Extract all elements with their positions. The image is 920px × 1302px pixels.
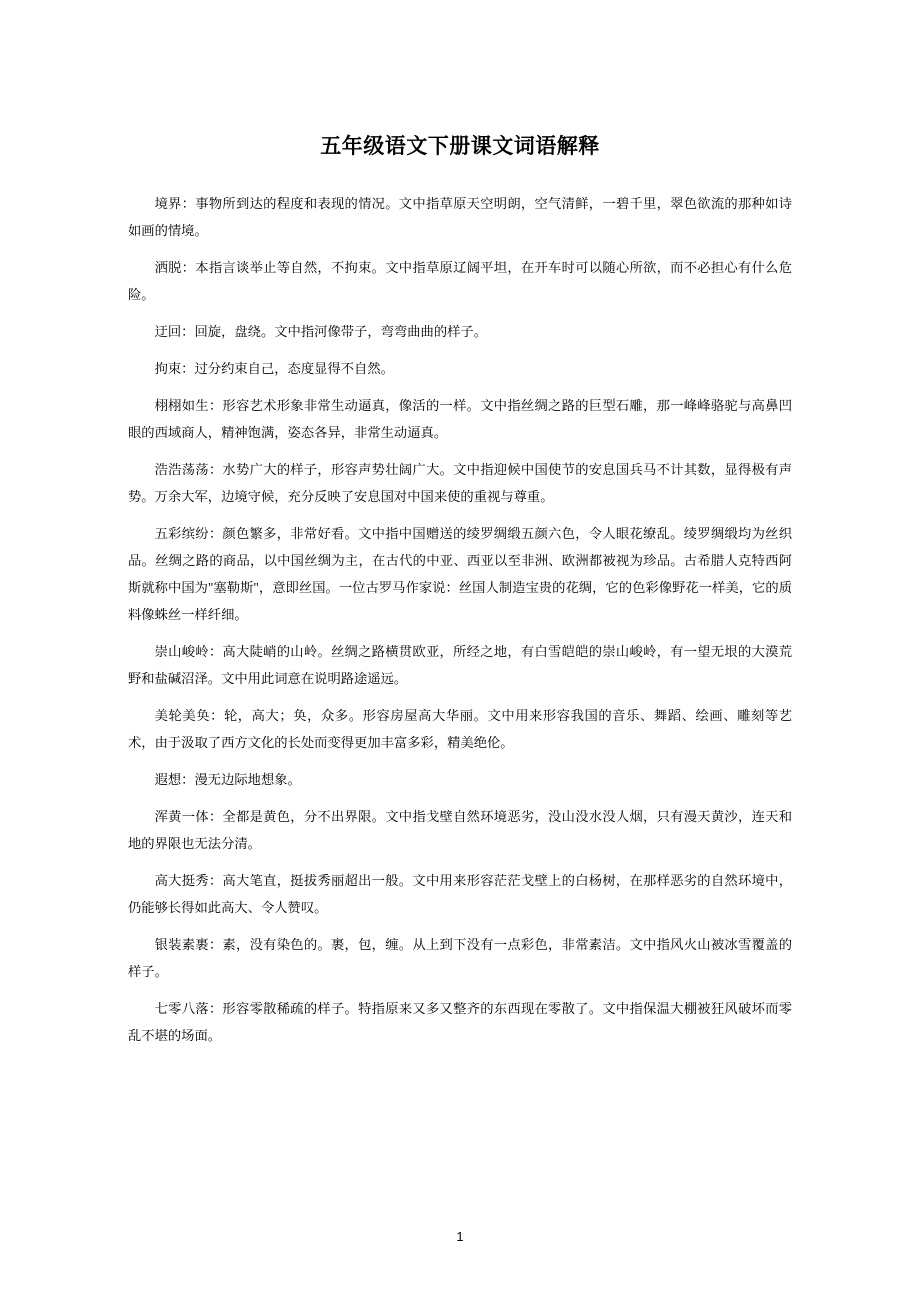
paragraph: 七零八落：形容零散稀疏的样子。特指原来又多又整齐的东西现在零散了。文中指保温大棚被狂风破坏而零乱不堪的场面。 xyxy=(128,1001,792,1043)
page-number: 1 xyxy=(456,1229,464,1244)
paragraph: 浩浩荡荡：水势广大的样子，形容声势壮阔广大。文中指迎候中国使节的安息国兵马不计其数，显得极有声势。万余大军，边境守候，充分反映了安息国对中国来使的重视与尊重。 xyxy=(128,462,792,504)
paragraph: 遐想：漫无边际地想象。 xyxy=(154,772,301,787)
page-title: 五年级语文下册课文词语解释 xyxy=(320,135,600,158)
paragraph: 迂回：回旋，盘绕。文中指河像带子，弯弯曲曲的样子。 xyxy=(154,324,488,339)
paragraph: 境界：事物所到达的程度和表现的情况。文中指草原天空明朗，空气清鲜，一碧千里，翠色欲流的那种如诗如画的情境。 xyxy=(128,196,792,238)
paragraph: 美轮美奂：轮，高大；奂，众多。形容房屋高大华丽。文中用来形容我国的音乐、舞蹈、绘画、雕刻等艺术，由于汲取了西方文化的长处而变得更加丰富多彩，精美绝伦。 xyxy=(128,708,792,750)
paragraph: 银装素裹：素，没有染色的。裹，包，缠。从上到下没有一点彩色，非常素洁。文中指风火山被冰雪覆盖的样子。 xyxy=(128,937,792,979)
paragraph: 浑黄一体：全都是黄色，分不出界限。文中指戈壁自然环境恶劣，没山没水没人烟，只有漫天黄沙，连天和地的界限也无法分清。 xyxy=(128,809,792,851)
paragraph: 拘束：过分约束自己，态度显得不自然。 xyxy=(154,361,394,376)
paragraph: 栩栩如生：形容艺术形象非常生动逼真，像活的一样。文中指丝绸之路的巨型石雕，那一峰峰骆驼与高鼻凹眼的西域商人，精神饱满，姿态各异，非常生动逼真。 xyxy=(128,398,792,440)
paragraph: 崇山峻岭：高大陡峭的山岭。丝绸之路横贯欧亚，所经之地，有白雪皑皑的崇山峻岭，有一望无垠的大漠荒野和盐碱沼泽。文中用此词意在说明路途遥远。 xyxy=(128,644,792,686)
paragraph: 洒脱：本指言谈举止等自然，不拘束。文中指草原辽阔平坦，在开车时可以随心所欲，而不必担心有什么危险。 xyxy=(128,260,792,302)
paragraph: 高大挺秀：高大笔直，挺拔秀丽超出一般。文中用来形容茫茫戈壁上的白杨树，在那样恶劣的自然环境中，仍能够长得如此高大、令人赞叹。 xyxy=(128,873,792,915)
paragraph: 五彩缤纷：颜色繁多，非常好看。文中指中国赠送的绫罗绸缎五颜六色，令人眼花缭乱。绫罗绸缎均为丝织品。丝绸之路的商品，以中国丝绸为主，在古代的中亚、西亚以至非洲、欧洲都被视为珍品。古希腊人克特西阿斯就称中国为"塞勒斯"，意即丝国。一位古罗马作家说：丝国人制造宝贵的花绸，它的色彩像野花一样美，它的质料像蛛丝一样纤细。 xyxy=(128,526,792,622)
